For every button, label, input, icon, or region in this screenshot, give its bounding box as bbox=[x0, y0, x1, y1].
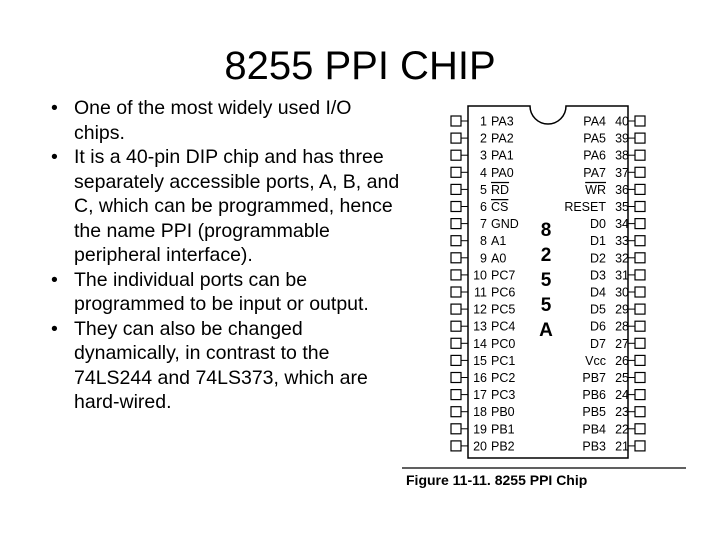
pin-number-right: 27 bbox=[615, 336, 629, 351]
pin-name-left: PC1 bbox=[491, 353, 516, 368]
bullet-text: The individual ports can be programmed to be input or output. bbox=[74, 268, 369, 315]
pin-number-right: 37 bbox=[615, 165, 629, 180]
pin-pad-left bbox=[451, 133, 461, 143]
pin-number-right: 38 bbox=[615, 148, 629, 163]
pin-pad-right bbox=[635, 287, 645, 297]
chip-label-char: A bbox=[539, 320, 553, 341]
pin-name-right: D2 bbox=[590, 251, 606, 266]
pin-pad-left bbox=[451, 202, 461, 212]
pin-number-right: 35 bbox=[615, 200, 629, 214]
pin-number-left: 13 bbox=[473, 319, 487, 334]
pin-name-left: PC2 bbox=[491, 371, 516, 385]
pin-name-right: PA4 bbox=[583, 114, 606, 129]
pin-pad-right bbox=[635, 184, 645, 194]
pin-name-right: WR bbox=[585, 182, 606, 197]
chip-label-char: 2 bbox=[540, 245, 552, 266]
pin-number-right: 30 bbox=[615, 285, 629, 300]
bullet-text: They can also be changed dynamically, in contrast to the 74LS244 and 74LS373, which are hard-wired. bbox=[74, 317, 368, 413]
pin-number-left: 11 bbox=[474, 285, 487, 300]
pin-pad-left bbox=[451, 321, 461, 331]
pin-pad-right bbox=[635, 133, 645, 143]
pin-number-right: 32 bbox=[615, 251, 629, 266]
chip-label-char: 5 bbox=[540, 270, 552, 291]
pin-number-left: 18 bbox=[473, 405, 487, 420]
pin-number-left: 4 bbox=[480, 165, 487, 180]
bullet-item bbox=[48, 317, 404, 415]
pin-name-left: PC3 bbox=[491, 388, 516, 403]
pin-number-right: 36 bbox=[615, 182, 629, 197]
pin-number-right: 29 bbox=[615, 302, 629, 317]
pin-pad-right bbox=[635, 167, 645, 177]
pin-name-left: PC0 bbox=[491, 336, 516, 351]
pin-number-right: 34 bbox=[615, 217, 629, 232]
pin-name-left: PA1 bbox=[491, 148, 514, 163]
pin-name-right: PA6 bbox=[583, 148, 606, 163]
pin-number-right: 21 bbox=[615, 439, 629, 454]
pin-pad-left bbox=[451, 355, 461, 365]
pin-pad-left bbox=[451, 184, 461, 194]
pin-number-left: 20 bbox=[473, 439, 487, 454]
bullet-text: It is a 40-pin DIP chip and has three separately accessible ports, A, B, and C, which can be programmed, hence the name PPI (programmable peripheral interface). bbox=[74, 146, 400, 266]
pin-pad-left bbox=[451, 407, 461, 417]
pin-name-left: PC6 bbox=[491, 285, 516, 300]
pin-pad-left bbox=[451, 441, 461, 451]
bullet-item bbox=[48, 96, 404, 145]
pin-pad-right bbox=[635, 304, 645, 314]
pin-number-left: 2 bbox=[480, 131, 487, 146]
pin-name-left: A0 bbox=[491, 251, 507, 266]
pin-number-left: 15 bbox=[473, 353, 487, 368]
pin-number-left: 6 bbox=[480, 200, 487, 214]
chip-figure bbox=[400, 100, 700, 500]
pin-pad-left bbox=[451, 116, 461, 126]
pin-name-left: GND bbox=[491, 217, 519, 232]
pin-name-right: PA7 bbox=[583, 165, 606, 180]
pin-name-left: CS bbox=[491, 200, 509, 214]
pin-name-right: D0 bbox=[590, 217, 606, 232]
pin-number-right: 31 bbox=[615, 268, 629, 283]
pin-number-right: 39 bbox=[615, 131, 629, 146]
pin-pad-left bbox=[451, 236, 461, 246]
pin-name-right: PA5 bbox=[583, 131, 606, 146]
pin-name-left: PC7 bbox=[491, 268, 516, 283]
chip-label-char: 8 bbox=[540, 220, 552, 241]
pin-pad-left bbox=[451, 304, 461, 314]
pin-number-left: 12 bbox=[473, 302, 487, 317]
pin-name-left: PB2 bbox=[491, 439, 515, 454]
bullet-dot-icon: • bbox=[51, 97, 58, 119]
pin-number-right: 25 bbox=[615, 371, 629, 385]
chip-label-char: 5 bbox=[540, 295, 552, 316]
slide-title: 8255 PPI CHIP bbox=[224, 44, 496, 88]
pin-number-right: 26 bbox=[615, 353, 629, 368]
bullet-item bbox=[48, 145, 404, 268]
chip-diagram bbox=[400, 100, 700, 500]
pin-name-right: PB6 bbox=[582, 388, 606, 403]
pin-pad-right bbox=[635, 219, 645, 229]
pin-pad-right bbox=[635, 270, 645, 280]
pin-number-right: 24 bbox=[615, 388, 629, 403]
pin-name-right: D7 bbox=[590, 336, 606, 351]
pin-pad-right bbox=[635, 407, 645, 417]
pin-number-left: 1 bbox=[480, 114, 487, 129]
pin-name-right: PB3 bbox=[582, 439, 606, 454]
pin-number-left: 5 bbox=[480, 182, 487, 197]
pin-pad-right bbox=[635, 321, 645, 331]
pin-pad-left bbox=[451, 287, 461, 297]
pin-pad-left bbox=[451, 338, 461, 348]
pin-name-right: PB5 bbox=[582, 405, 606, 420]
bullet-dot-icon: • bbox=[51, 146, 58, 168]
pin-number-left: 7 bbox=[480, 217, 487, 232]
pin-name-right: D4 bbox=[590, 285, 606, 300]
pin-pad-left bbox=[451, 390, 461, 400]
pin-name-right: RESET bbox=[564, 200, 606, 214]
pin-pad-left bbox=[451, 253, 461, 263]
pin-name-left: PB0 bbox=[491, 405, 515, 420]
pin-number-left: 16 bbox=[473, 371, 487, 385]
pin-number-left: 17 bbox=[473, 388, 487, 403]
pin-number-right: 33 bbox=[615, 234, 629, 249]
pin-name-right: D1 bbox=[590, 234, 606, 249]
pin-name-right: D5 bbox=[590, 302, 606, 317]
pin-pad-left bbox=[451, 167, 461, 177]
pin-name-left: PC4 bbox=[491, 319, 516, 334]
bullet-text: One of the most widely used I/O chips. bbox=[74, 97, 352, 144]
pin-pad-right bbox=[635, 441, 645, 451]
pin-number-left: 10 bbox=[473, 268, 487, 283]
bullet-dot-icon: • bbox=[51, 317, 58, 340]
pin-pad-left bbox=[451, 373, 461, 383]
pin-pad-right bbox=[635, 338, 645, 348]
bullet-item bbox=[48, 268, 404, 317]
pin-name-left: A1 bbox=[491, 234, 507, 249]
pin-number-right: 22 bbox=[615, 422, 629, 437]
pin-number-right: 28 bbox=[615, 319, 629, 334]
pin-name-right: Vcc bbox=[585, 353, 606, 368]
pin-name-right: PB7 bbox=[582, 371, 606, 385]
pin-pad-right bbox=[635, 424, 645, 434]
pin-name-left: PA0 bbox=[491, 165, 514, 180]
bullet-list bbox=[48, 96, 404, 415]
pin-name-right: D3 bbox=[590, 268, 606, 283]
pin-pad-right bbox=[635, 355, 645, 365]
pin-name-left: PA2 bbox=[491, 131, 514, 146]
pin-pad-right bbox=[635, 253, 645, 263]
pin-pad-right bbox=[635, 390, 645, 400]
pin-pad-right bbox=[635, 116, 645, 126]
pin-name-right: D6 bbox=[590, 319, 606, 334]
pin-number-left: 14 bbox=[473, 336, 487, 351]
chip-label bbox=[539, 220, 553, 341]
pin-pad-left bbox=[451, 270, 461, 280]
bullet-dot-icon: • bbox=[51, 268, 58, 291]
pin-pad-left bbox=[451, 150, 461, 160]
pin-pad-right bbox=[635, 202, 645, 212]
pin-number-left: 8 bbox=[480, 234, 487, 249]
pin-number-left: 9 bbox=[480, 251, 487, 266]
pin-name-left: PC5 bbox=[491, 302, 516, 317]
pin-number-right: 23 bbox=[615, 405, 629, 420]
pin-name-right: PB4 bbox=[582, 422, 606, 437]
figure-caption: Figure 11-11. 8255 PPI Chip bbox=[406, 472, 588, 488]
pin-pad-right bbox=[635, 373, 645, 383]
pin-pad-right bbox=[635, 236, 645, 246]
pin-number-right: 40 bbox=[615, 114, 629, 129]
pin-name-left: RD bbox=[491, 182, 510, 197]
pin-number-left: 19 bbox=[473, 422, 487, 437]
pin-name-left: PB1 bbox=[491, 422, 515, 437]
pin-name-left: PA3 bbox=[491, 114, 514, 129]
pin-number-left: 3 bbox=[480, 148, 487, 163]
pin-pad-left bbox=[451, 219, 461, 229]
pin-pad-right bbox=[635, 150, 645, 160]
pin-pad-left bbox=[451, 424, 461, 434]
